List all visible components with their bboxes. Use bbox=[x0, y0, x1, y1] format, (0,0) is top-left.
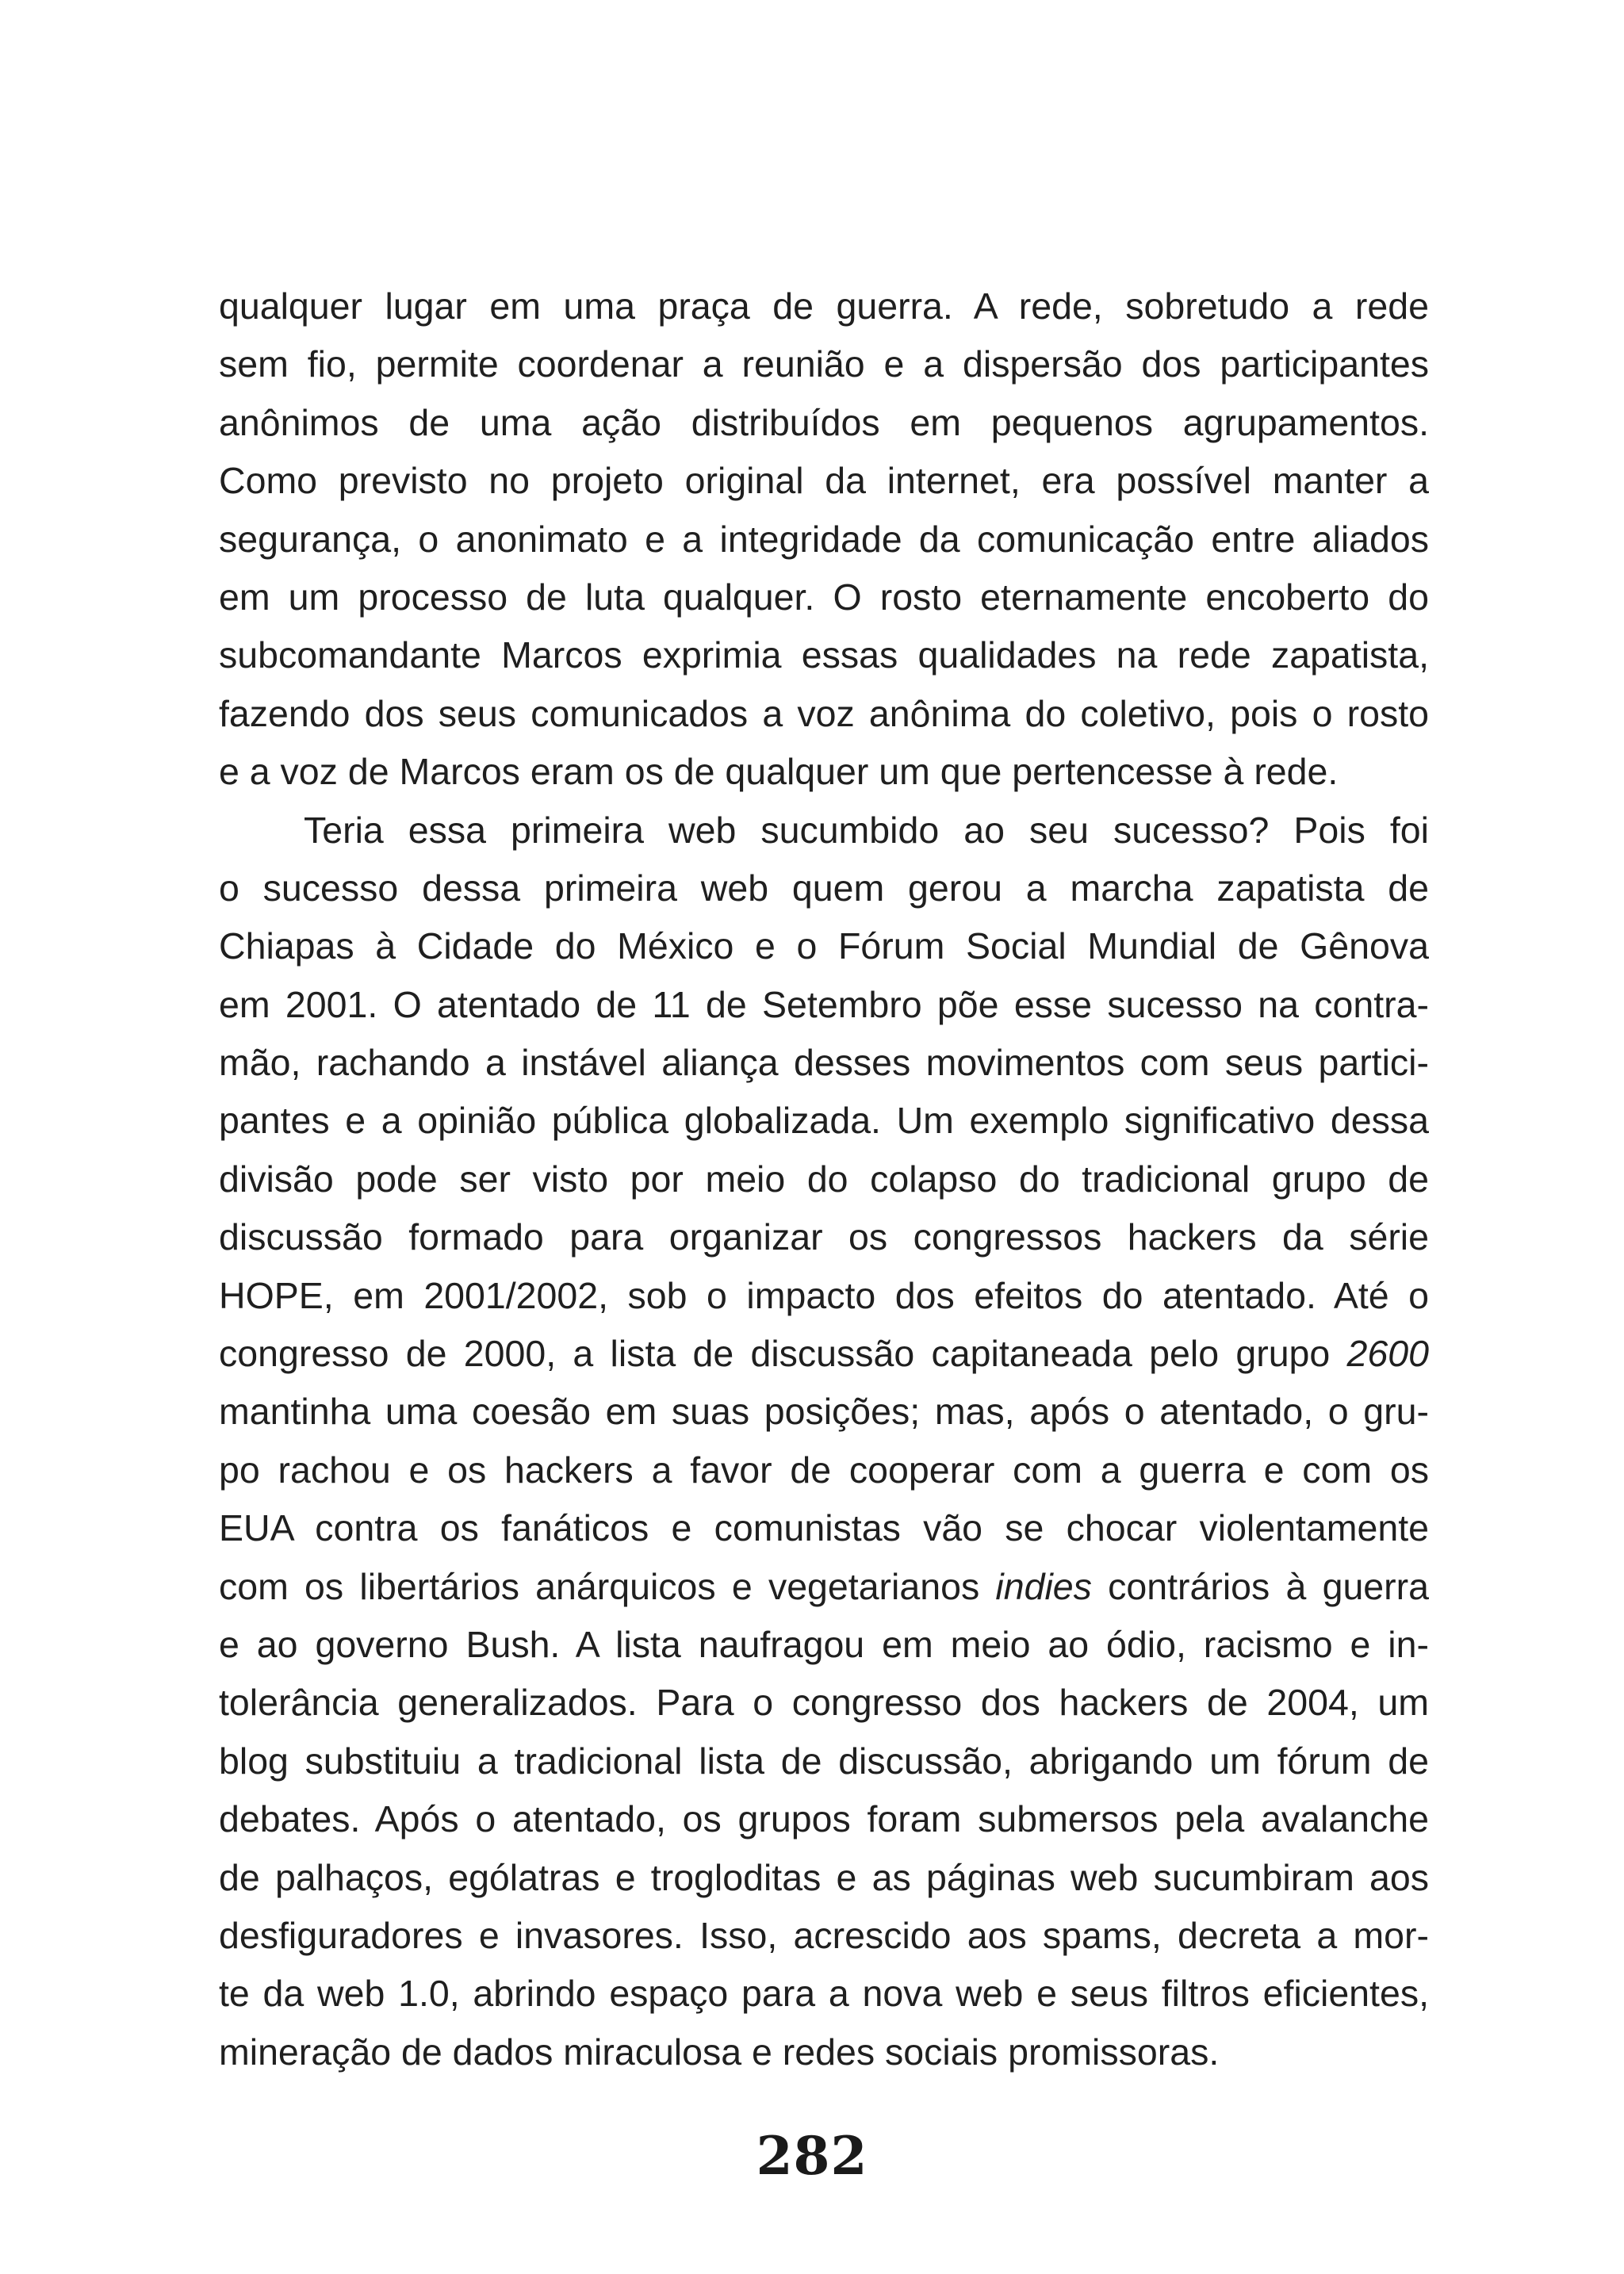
page-number: 282 bbox=[756, 2125, 868, 2187]
italic-text: 2600 bbox=[1346, 1333, 1429, 1375]
text-line: em 2001. O atentado de 11 de Setembro põe esse sucesso na contra- bbox=[219, 983, 1429, 1025]
paragraph-end-line: e a voz de Marcos eram os de qualquer um que pertencesse à rede. bbox=[219, 751, 1339, 793]
paragraph-start-line: Teria essa primeira web sucumbido ao seu sucesso? Pois foi bbox=[304, 809, 1429, 851]
text-line: em um processo de luta qualquer. O rosto eternamente encoberto do bbox=[219, 576, 1429, 618]
text-line: po rachou e os hackers a favor de cooperar com a guerra e com os bbox=[219, 1449, 1429, 1491]
text-line: segurança, o anonimato e a integridade da comunicação entre aliados bbox=[219, 518, 1429, 560]
text-line: congresso de 2000, a lista de discussão capitaneada pelo grupo 2600 bbox=[219, 1333, 1429, 1375]
text-line: desfiguradores e invasores. Isso, acrescido aos spams, decreta a mor- bbox=[219, 1914, 1429, 1956]
text-line: mantinha uma coesão em suas posições; mas, após o atentado, o gru- bbox=[219, 1391, 1429, 1433]
text-line: de palhaços, ególatras e trogloditas e as páginas web sucumbiram aos bbox=[219, 1856, 1429, 1898]
text-line: anônimos de uma ação distribuídos em pequenos agrupamentos. bbox=[219, 401, 1429, 443]
paragraph-end-line: mineração de dados miraculosa e redes sociais promissoras. bbox=[219, 2031, 1220, 2073]
text-line: pantes e a opinião pública globalizada. Um exemplo significativo dessa bbox=[219, 1100, 1429, 1142]
italic-text: indies bbox=[995, 1565, 1092, 1607]
text-line: com os libertários anárquicos e vegetarianos indies contrários à guerra bbox=[219, 1565, 1429, 1607]
text-line: subcomandante Marcos exprimia essas qualidades na rede zapatista, bbox=[219, 634, 1429, 676]
text-line: Chiapas à Cidade do México e o Fórum Social Mundial de Gênova bbox=[219, 925, 1429, 967]
text-line: divisão pode ser visto por meio do colapso do tradicional grupo de bbox=[219, 1158, 1429, 1200]
text-line: discussão formado para organizar os congressos hackers da série bbox=[219, 1216, 1429, 1258]
text-line: fazendo dos seus comunicados a voz anônima do coletivo, pois o rosto bbox=[219, 692, 1429, 734]
text-line: EUA contra os fanáticos e comunistas vão se chocar violentamente bbox=[219, 1507, 1429, 1549]
text-line: o sucesso dessa primeira web quem gerou a marcha zapatista de bbox=[219, 867, 1429, 909]
text-line: te da web 1.0, abrindo espaço para a nova web e seus filtros eficientes, bbox=[219, 1973, 1429, 2015]
text-line: tolerância generalizados. Para o congresso dos hackers de 2004, um bbox=[219, 1682, 1429, 1724]
text-line: sem fio, permite coordenar a reunião e a dispersão dos participantes bbox=[219, 343, 1429, 385]
text-line: HOPE, em 2001/2002, sob o impacto dos efeitos do atentado. Até o bbox=[219, 1274, 1429, 1316]
text-line: Como previsto no projeto original da internet, era possível manter a bbox=[219, 460, 1429, 502]
text-line: blog substituiu a tradicional lista de discussão, abrigando um fórum de bbox=[219, 1740, 1429, 1782]
text-line: debates. Após o atentado, os grupos foram submersos pela avalanche bbox=[219, 1798, 1429, 1840]
text-line: e ao governo Bush. A lista naufragou em meio ao ódio, racismo e in- bbox=[219, 1623, 1429, 1665]
text-line: qualquer lugar em uma praça de guerra. A rede, sobretudo a rede bbox=[219, 285, 1429, 327]
text-line: mão, rachando a instável aliança desses movimentos com seus partici- bbox=[219, 1042, 1429, 1084]
body-text bbox=[219, 278, 1429, 2081]
